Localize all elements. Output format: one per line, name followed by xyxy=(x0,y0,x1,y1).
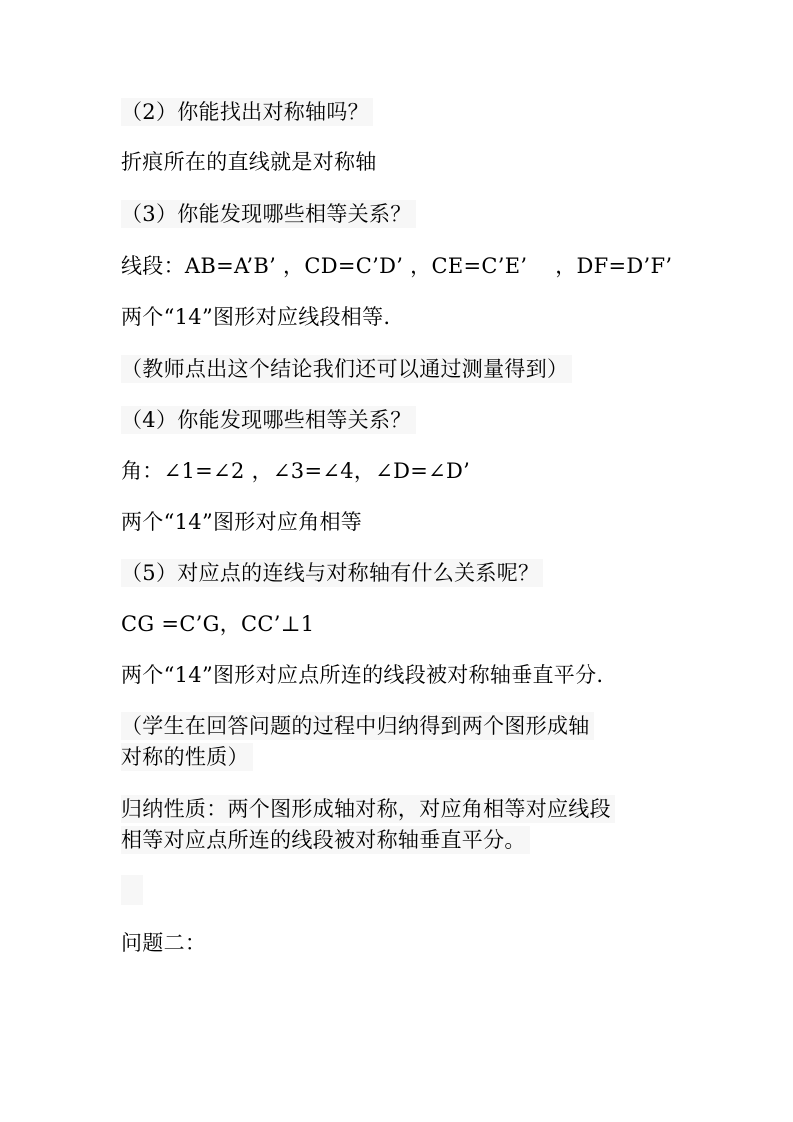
teacher-note: （教师点出这个结论我们还可以通过测量得到） xyxy=(121,355,572,383)
bisector-conclusion: 两个“14”图形对应点所连的线段被对称轴垂直平分. xyxy=(121,663,604,687)
perpendicular-relation: CG =C’G，CC’⊥1 xyxy=(121,612,315,636)
property-summary-line-1: 归纳性质：两个图形成轴对称，对应角相等对应线段 xyxy=(121,795,615,823)
question-2: （2）你能找出对称轴吗？ xyxy=(121,98,373,126)
answer-2: 折痕所在的直线就是对称轴 xyxy=(121,150,377,174)
property-summary-line-2: 相等对应点所连的线段被对称轴垂直平分。 xyxy=(121,826,530,854)
student-note-line-1: （学生在回答问题的过程中归纳得到两个图形成轴 xyxy=(121,712,594,740)
question-4: （4）你能发现哪些相等关系？ xyxy=(121,406,416,434)
question-3: （3）你能发现哪些相等关系？ xyxy=(121,200,416,228)
blank-placeholder xyxy=(121,875,143,905)
segment-conclusion: 两个“14”图形对应线段相等. xyxy=(121,305,391,329)
angle-conclusion: 两个“14”图形对应角相等 xyxy=(121,510,363,534)
question-two-heading: 问题二： xyxy=(121,931,207,955)
question-5: （5）对应点的连线与对称轴有什么关系呢？ xyxy=(121,559,543,587)
angle-equalities: 角：∠1=∠2 ，∠3=∠4，∠D=∠D’ xyxy=(121,459,471,483)
segment-equalities: 线段：AB=A’B’ ，CD=C’D’ ，CE=C’E’ ，DF=D’F’ xyxy=(121,254,673,278)
student-note-line-2: 对称的性质） xyxy=(121,743,253,771)
